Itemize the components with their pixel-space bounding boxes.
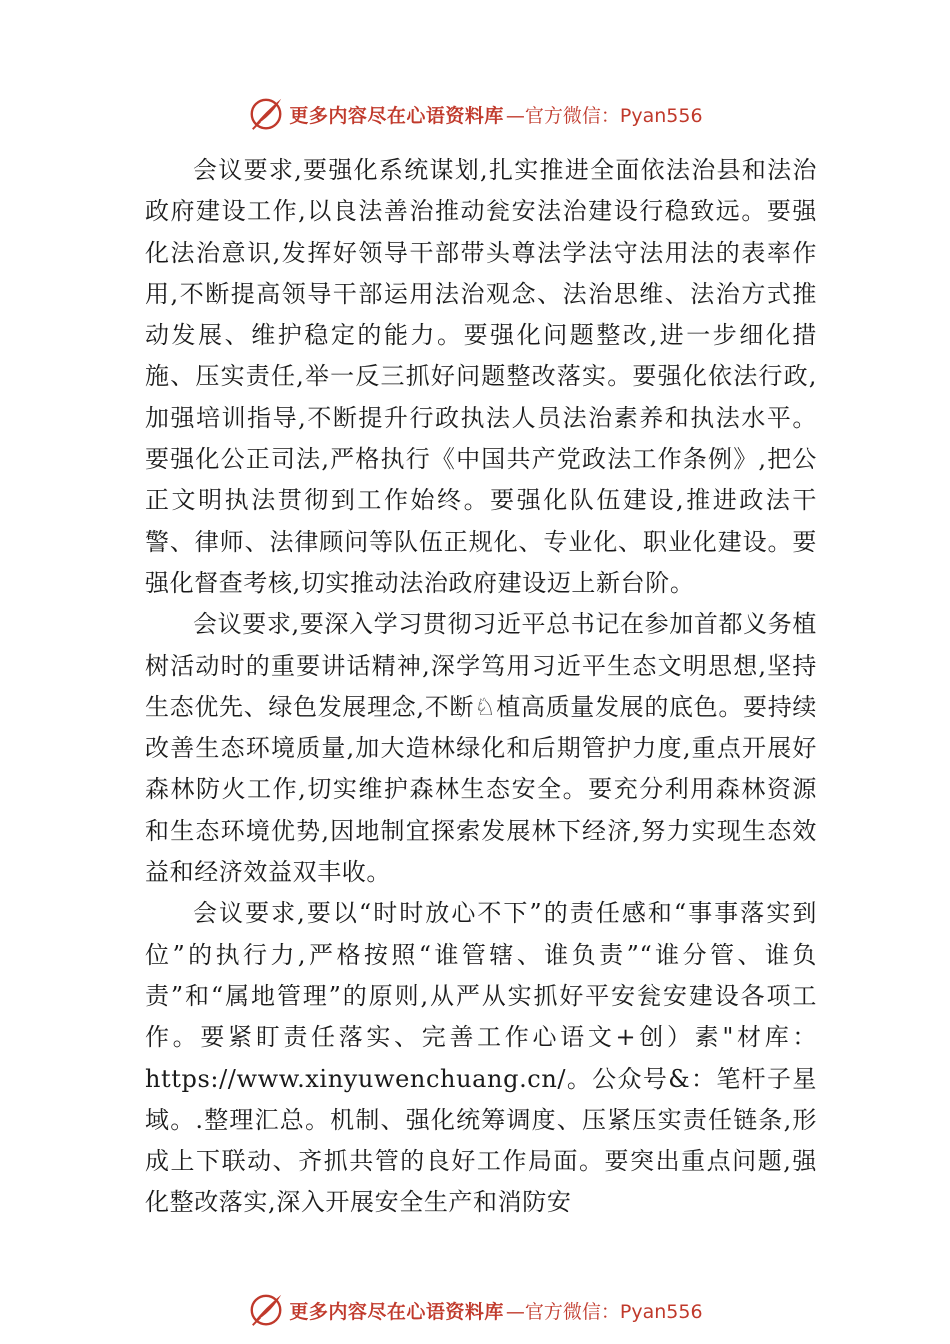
footer-banner <box>0 1290 950 1330</box>
paragraph-2: 会议要求,要深入学习贯彻习近平总书记在参加首都义务植树活动时的重要讲话精神,深学笃用习近平生态文明思想,坚持生态优先、绿色发展理念,不断♘植高质量发展的底色。要持续改善生态环境质量,加大造林绿化和后期管护力度,重点开展好森林防火工作,切实维护森林生态安全。要充分利用森林资源和生态环境优势,因地制宜探索发展林下经济,努力实现生态效益和经济效益双丰收。 <box>145 610 817 887</box>
paragraph-3: 会议要求,要以“时时放心不下”的责任感和“事事落实到位”的执行力,严格按照“谁管辖、谁负责”“谁分管、谁负责”和“属地管理”的原则,从严从实抓好平安瓮安建设各项工作。要紧盯责任落实、完善工作心语文+创）素"材库：https://www.xinyuwenchuang.cn/。公众号&：笔杆子星域。.整理汇总。机制、强化统筹调度、压紧压实责任链条,形成上下联动、齐抓共管的良好工作局面。要突出重点问题,强化整改落实,深入开展安全生产和消防安 <box>145 899 817 1217</box>
paragraph-1: 会议要求,要强化系统谋划,扎实推进全面依法治县和法治政府建设工作,以良法善治推动瓮安法治建设行稳致远。要强化法治意识,发挥好领导干部带头尊法学法守法用法的表率作用,不断提高领导干部运用法治观念、法治思维、法治方式推动发展、维护稳定的能力。要强化问题整改,进一步细化措施、压实责任,举一反三抓好问题整改落实。要强化依法行政,加强培训指导,不断提升行政执法人员法治素养和执法水平。要强化公正司法,严格执行《中国共产党政法工作条例》,把公正文明执法贯彻到工作始终。要强化队伍建设,推进政法干警、律师、法律顾问等队伍正规化、专业化、职业化建设。要强化督查考核,切实推动法治政府建设迈上新台阶。 <box>145 156 817 597</box>
document-body <box>145 150 817 1224</box>
header-banner <box>0 94 950 134</box>
banner-title: 更多内容尽在心语资料库 <box>289 104 504 127</box>
feather-logo-icon <box>247 1291 285 1329</box>
banner-title: 更多内容尽在心语资料库 <box>289 1300 504 1323</box>
feather-logo-icon <box>247 95 285 133</box>
banner-wechat: —官方微信：Pyan556 <box>505 1300 703 1323</box>
banner-wechat: —官方微信：Pyan556 <box>505 104 703 127</box>
